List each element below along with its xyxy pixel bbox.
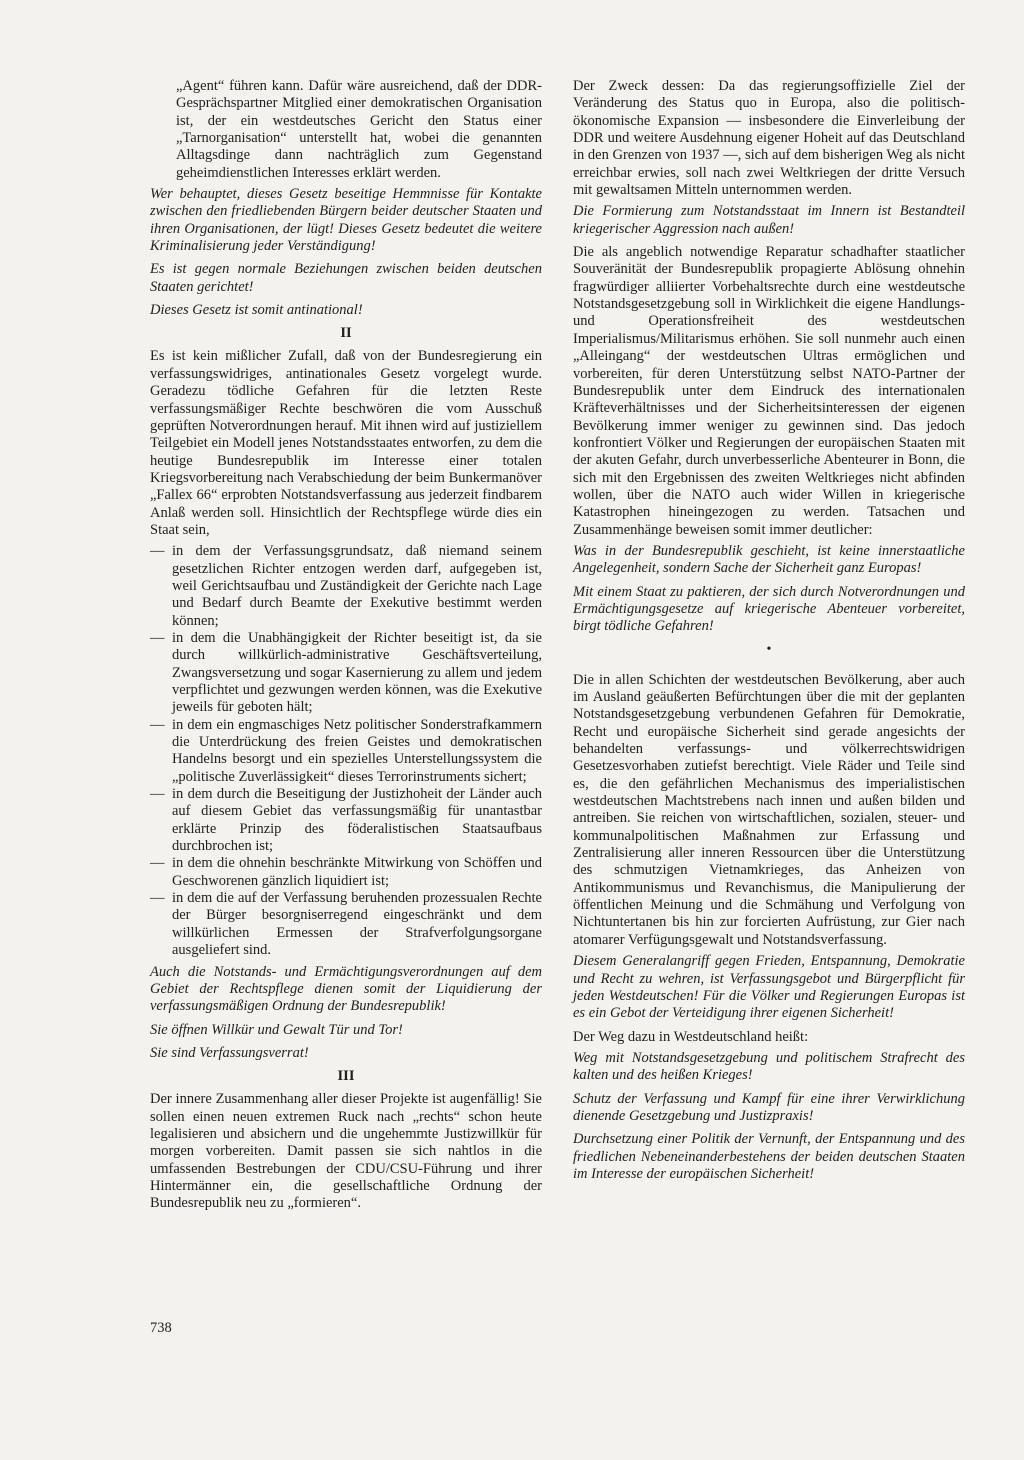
paragraph: Die als angeblich notwendige Reparatur schadhafter staatlicher Souveränität der Bundesrepublik propagierte Ablösung ohnehin fragwürdiger alliierter Vorbehaltsrechte durch eine westdeutsche Notstandsgesetzgebung soll in Wirklichkeit die eigene Handlungs- und Operationsfreiheit des westdeutschen Imperialismus/Militarismus erhöhen. Sie soll nunmehr auch einen „Alleingang“ der westdeutschen Ultras ermöglichen und vorbereiten, für deren Unterstützung selbst NATO-Partner der Bundesrepublik unter dem Eindruck des internationalen Kräfteverhältnisses und der Sicherheitsinteressen der eigenen Bevölkerung immer weniger zu gewinnen sind. Das jedoch konfrontiert Völker und Regierungen der europäischen Staaten mit der akuten Gefahr, durch unverbesserliche Abenteurer in Bonn, die sich mit den Ergebnissen des zweiten Weltkrieges nicht abfinden wollen, über die NATO auch wider Willen in kriegerische Katastrophen hineingezogen zu werden. Tatsachen und Zusammenhänge beweisen somit immer deutlicher: bbox=[573, 244, 965, 538]
italic-statement: Weg mit Notstandsgesetzgebung und politischem Strafrecht des kalten und des heißen Krieges! bbox=[573, 1049, 965, 1084]
dash-list bbox=[150, 543, 542, 959]
italic-statement: Durchsetzung einer Politik der Vernunft, der Entspannung und des friedlichen Nebeneinanderbestehens der beiden deutschen Staaten im Interesse der europäischen Sicherheit! bbox=[573, 1131, 965, 1182]
italic-statement: Wer behauptet, dieses Gesetz beseitige Hemmnisse für Kontakte zwischen den friedliebenden Bürgern beider deutscher Staaten und ihren Organisationen, der lügt! Dieses Gesetz bedeutet die weitere Kriminalisierung jeder Verständigung! bbox=[150, 186, 542, 255]
paragraph: Der Zweck dessen: Da das regierungsoffizielle Ziel der Veränderung des Status quo in Europa, also die politisch-ökonomische Expansion — insbesondere die Einverleibung der DDR und weitere Ausdehnung eigener Hoheit auf das Deutschland in den Grenzen von 1937 —, sich auf dem bisherigen Weg als nicht erreichbar erwies, soll nach zwei Weltkriegen der dritte Versuch mit gewaltsamen Mitteln unternommen werden. bbox=[573, 78, 965, 199]
italic-statement: Sie öffnen Willkür und Gewalt Tür und Tor! bbox=[150, 1021, 403, 1038]
list-item: — in dem die auf der Verfassung beruhenden prozessualen Rechte der Bürger besorgniserregend eingeschränkt und dem willkürlichen Ermessen der Strafverfolgungsorgane ausgeliefert sind. bbox=[150, 890, 542, 959]
paragraph: Der innere Zusammenhang aller dieser Projekte ist augenfällig! Sie sollen einen neuen extremen Ruck nach „rechts“ schon heute legalisieren und absichern und die ungehemmte Justizwillkür für morgen vorbereiten. Damit passen sie sich nahtlos in die umfassenden Bestrebungen der CDU/CSU-Führung und ihrer Hintermänner ein, die gesellschaftliche Ordnung der Bundesrepublik neu zu „formieren“. bbox=[150, 1091, 542, 1212]
paragraph: Der Weg dazu in Westdeutschland heißt: bbox=[573, 1028, 809, 1045]
left-column bbox=[150, 78, 542, 1217]
italic-statement: Sie sind Verfassungsverrat! bbox=[150, 1044, 309, 1061]
italic-statement: Die Formierung zum Notstandsstaat im Innern ist Bestandteil kriegerischer Aggression nach außen! bbox=[573, 203, 965, 237]
paragraph: „Agent“ führen kann. Dafür wäre ausreichend, daß der DDR-Gesprächspartner Mitglied einer demokratischen Organisation ist, der ein westdeutsches Gericht den Status einer „Tarnorganisation“ unterstellt hat, wobei die genannten Alltagsdinge dann nachträglich zum Gegenstand geheimdienstlichen Interesses erklärt werden. bbox=[176, 78, 542, 181]
paragraph: Es ist kein mißlicher Zufall, daß von der Bundesregierung ein verfassungswidriges, antinationales Gesetz vorgelegt wurde. Geradezu tödliche Gefahren für die letzten Reste verfassungsmäßiger Rechte beschwören die vom Ausschuß geprüften Notverordnungen herauf. Mit ihnen wird auf justiziellem Teilgebiet ein Modell jenes Notstandsstaates entworfen, zu dem die heutige Bundesrepublik im Interesse einer totalen Kriegsvorbereitung nach Verabschiedung der beim Bunkermanöver „Fallex 66“ erprobten Notstandsverfassung aus jederzeit findbarem Anlaß werden soll. Hinsichtlich der Rechtspflege würde dies ein Staat sein, bbox=[150, 348, 542, 538]
paragraph: Die in allen Schichten der westdeutschen Bevölkerung, aber auch im Ausland geäußerten Befürchtungen über die mit der geplanten Notstandsgesetzgebung verbundenen Gefahren für Demokratie, Recht und europäische Sicherheit sind gerade angesichts der behandelten verfassungs- und völkerrechtswidrigen Gesetzesvorhaben zutiefst berechtigt. Viele Räder und Teile sind es, die den gefährlichen Mechanismus des imperialistischen westdeutschen Machtstrebens nach innen und außen bilden und antreiben. Sie reichen von wirtschaftlichen, sozialen, steuer- und kommunalpolitischen Maßnahmen zur Erfassung und Zentralisierung aller inneren Ressourcen über die Unterstützung des schmutzigen Vietnamkrieges, das Anheizen von Antikommunismus und Revanchismus, die Manipulierung der öffentlichen Meinung und die Schmähung und Verfolgung von Nichtuntertanen bis hin zur forcierten Aufrüstung, zur Gier nach atomarer Verfügungsgewalt und Notstandsverfassung. bbox=[573, 671, 965, 948]
list-item: — in dem die Unabhängigkeit der Richter beseitigt ist, da sie durch willkürlich-administrative Geschäftsverteilung, Zwangsversetzung und sogar Kasernierung zu allem und jedem verpflichtet und gezwungen werden können, was die Exekutive jeweils für geboten hält; bbox=[150, 630, 542, 717]
italic-statement: Auch die Notstands- und Ermächtigungsverordnungen auf dem Gebiet der Rechtspflege dienen somit der Liquidierung der verfassungsmäßigen Ordnung der Bundesrepublik! bbox=[150, 963, 542, 1015]
list-item: — in dem durch die Beseitigung der Justizhoheit der Länder auch auf diesem Gebiet das verfassungsmäßig für unantastbar erklärte Prinzip des föderalistischen Staatsaufbaus durchbrochen ist; bbox=[150, 786, 542, 855]
section-heading-ii: II bbox=[340, 325, 352, 342]
italic-statement: Es ist gegen normale Beziehungen zwischen beiden deutschen Staaten gerichtet! bbox=[150, 261, 542, 295]
list-item: — in dem die ohnehin beschränkte Mitwirkung von Schöffen und Geschworenen gänzlich liquidiert ist; bbox=[150, 855, 542, 890]
section-heading-iii: III bbox=[337, 1068, 355, 1085]
right-column bbox=[573, 78, 965, 1189]
page-number: 738 bbox=[150, 1320, 172, 1336]
list-item: — in dem der Verfassungsgrundsatz, daß niemand seinem gesetzlichen Richter entzogen werden darf, aufgegeben ist, weil Gerichtsaufbau und Zuständigkeit der Gerichte nach Lage und Bedarf durch Beamte der Exekutive bestimmt werden können; bbox=[150, 543, 542, 630]
section-separator: • bbox=[766, 641, 772, 657]
italic-statement: Dieses Gesetz ist somit antinational! bbox=[150, 302, 363, 319]
italic-statement: Was in der Bundesrepublik geschieht, ist keine innerstaatliche Angelegenheit, sondern Sache der Sicherheit ganz Europas! bbox=[573, 542, 965, 577]
italic-statement: Schutz der Verfassung und Kampf für eine ihrer Verwirklichung dienende Gesetzgebung und Justizpraxis! bbox=[573, 1090, 965, 1124]
list-item: — in dem ein engmaschiges Netz politischer Sonderstrafkammern die Unterdrückung des freien Geistes und demokratischen Handelns besorgt und ein spezielles Unterstellungssystem die „politische Zuverlässigkeit“ dieses Terrorinstruments sichert; bbox=[150, 717, 542, 786]
italic-statement: Diesem Generalangriff gegen Frieden, Entspannung, Demokratie und Recht zu wehren, ist Verfassungsgebot und Bürgerpflicht für jeden Westdeutschen! Für die Völker und Regierungen Europas ist es ein Gebot der Verteidigung ihrer eigenen Sicherheit! bbox=[573, 953, 965, 1022]
italic-statement: Mit einem Staat zu paktieren, der sich durch Notverordnungen und Ermächtigungsgesetze auf kriegerische Abenteuer vorbereitet, birgt tödliche Gefahren! bbox=[573, 583, 965, 635]
